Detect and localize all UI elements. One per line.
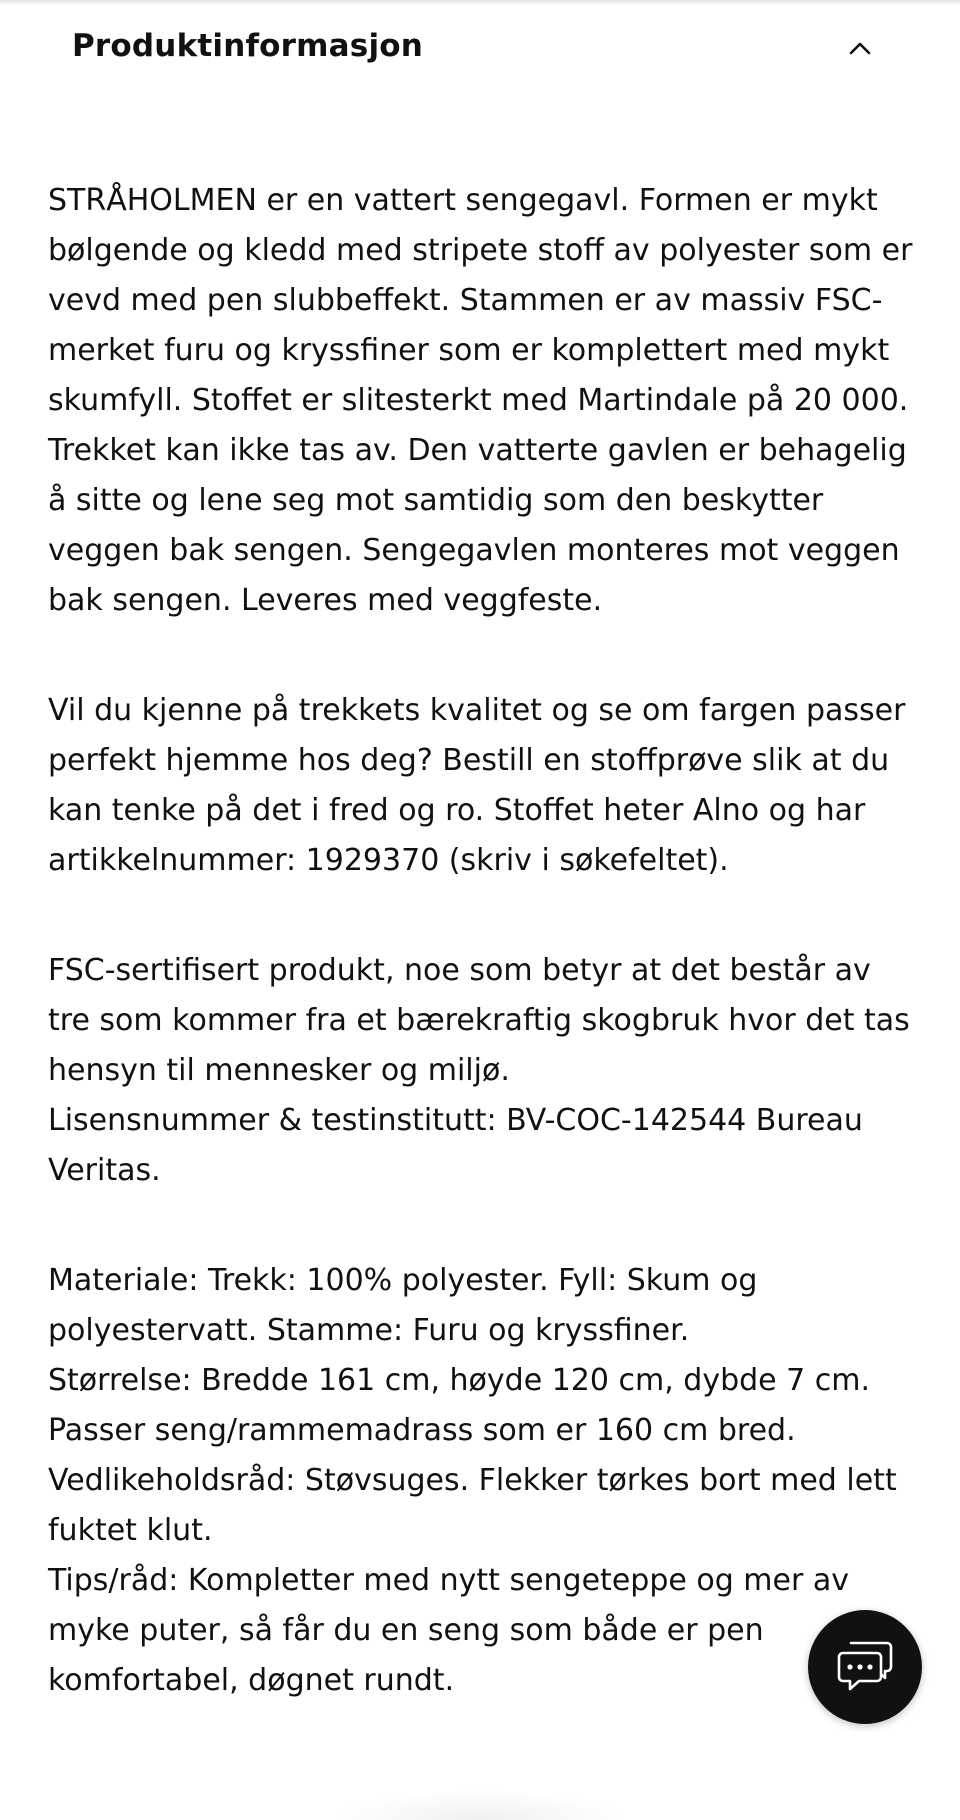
accordion-header-produktinformasjon[interactable] [0, 0, 960, 96]
description-paragraph-details: Materiale: Trekk: 100% polyester. Fyll: Skum og polyestervatt. Stamme: Furu og kryssfiner. Størrelse: Bredde 161 cm, høyde 120 cm, dybde 7 cm. Passer seng/rammemadrass som er 160 cm bred. Vedlikeholdsråd: Støvsuges. Flekker tørkes bort med lett fuktet klut. Tips/råd: Kompletter med nytt sengeteppe og mer av myke puter, så får du en seng som både er pen komfortabel, døgnet rundt. [48, 1263, 897, 1698]
product-description [48, 176, 918, 1766]
accordion-title: Produktinformasjon [72, 28, 424, 64]
description-paragraph-intro: STRÅHOLMEN er en vattert sengegavl. Formen er mykt bølgende og kledd med stripete stoff av polyester som er vevd med pen slubbeffekt. Stammen er av massiv FSC-merket furu og kryssfiner som er komplettert med mykt skumfyll. Stoffet er slitesterkt med Martindale på 20 000. Trekket kan ikke tas av. Den vatterte gavlen er behagelig å sitte og lene seg mot samtidig som den beskytter veggen bak sengen. Sengegavlen monteres mot veggen bak sengen. Leveres med veggfeste. [48, 183, 913, 618]
chevron-up-icon[interactable] [840, 28, 880, 68]
chat-bubbles-icon [835, 1637, 895, 1697]
description-paragraph-fsc: FSC-sertifisert produkt, noe som betyr at det består av tre som kommer fra et bærekraftig skogbruk hvor det tas hensyn til mennesker og miljø. Lisensnummer & testinstitutt: BV-COC-142544 Bureau Veritas. [48, 953, 910, 1188]
chat-button[interactable] [808, 1610, 922, 1724]
bottom-shadow [330, 1790, 630, 1820]
description-paragraph-fabric-sample: Vil du kjenne på trekkets kvalitet og se om fargen passer perfekt hjemme hos deg? Bestill en stoffprøve slik at du kan tenke på det i fred og ro. Stoffet heter Alno og har artikkelnummer: 1929370 (skriv i søkefeltet). [48, 693, 906, 878]
